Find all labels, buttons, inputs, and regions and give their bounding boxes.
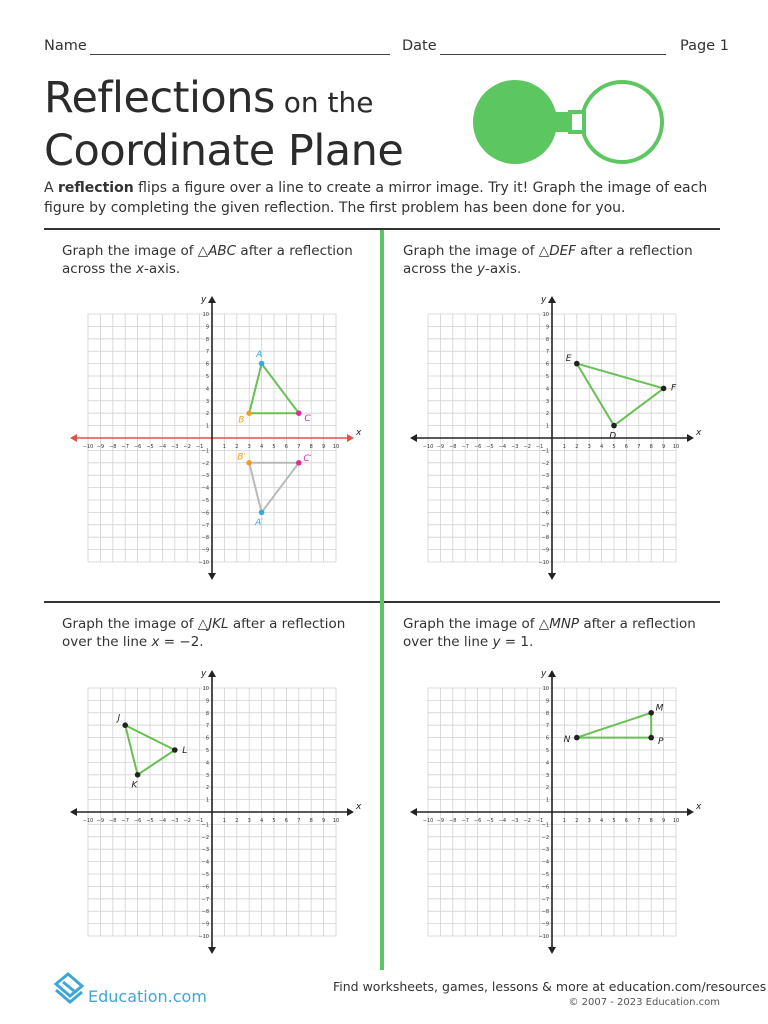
x-tick-label: 2 [575, 818, 579, 824]
x-tick-label: −6 [133, 818, 142, 824]
x-tick-label: −2 [523, 818, 531, 824]
figure-triangle [577, 364, 664, 426]
x-tick-label: 1 [562, 818, 566, 824]
y-axis-label: y [201, 295, 207, 305]
y-tick-label: 6 [205, 735, 209, 742]
vertex-label: B [238, 415, 245, 426]
x-tick-label: −5 [486, 818, 494, 824]
x-tick-label: 6 [624, 444, 628, 450]
x-tick-label: 8 [649, 818, 653, 824]
vertex-point [296, 410, 302, 416]
x-tick-label: 9 [322, 444, 326, 450]
y-tick-label: −6 [201, 884, 209, 891]
x-tick-label: 8 [309, 444, 313, 450]
graph-jkl[interactable] [60, 660, 370, 970]
y-axis-arrow-up [548, 670, 556, 677]
x-tick-label: −6 [133, 444, 142, 450]
x-tick-label: 2 [235, 818, 239, 824]
y-tick-label: 2 [545, 785, 549, 792]
x-tick-label: −10 [422, 818, 434, 824]
vertex-label: C′ [303, 453, 312, 464]
x-axis-arrow-right [687, 808, 694, 816]
y-tick-label: −4 [541, 485, 549, 492]
x-tick-label: 5 [272, 444, 276, 450]
x-tick-label: 4 [260, 444, 264, 450]
y-tick-label: −6 [541, 510, 549, 517]
y-tick-label: −1 [541, 822, 549, 829]
x-tick-label: 7 [297, 444, 301, 450]
title-line1-small: on the [274, 86, 374, 119]
x-tick-label: −2 [523, 444, 531, 450]
vertex-point [296, 460, 302, 466]
page-title [44, 74, 403, 178]
y-tick-label: −3 [541, 847, 549, 854]
header-fields [44, 38, 734, 60]
x-tick-label: 8 [649, 444, 653, 450]
name-field[interactable] [90, 54, 390, 55]
footer-copyright: © 2007 - 2023 Education.com [568, 997, 720, 1008]
y-tick-label: −9 [541, 921, 549, 928]
y-tick-label: −2 [201, 460, 209, 467]
x-tick-label: −8 [449, 818, 457, 824]
x-tick-label: −10 [82, 818, 94, 824]
y-axis-arrow-up [208, 670, 216, 677]
y-tick-label: 7 [205, 349, 209, 356]
x-tick-label: 7 [637, 444, 641, 450]
education-logo-icon [52, 970, 86, 1006]
y-axis-arrow-up [548, 296, 556, 303]
title-line2: Coordinate Plane [44, 126, 404, 176]
problem-4-prompt: Graph the image of △MNP after a reflection over the line y = 1. [403, 616, 696, 650]
x-axis-label: x [356, 802, 362, 812]
y-tick-label: −7 [201, 896, 209, 903]
x-tick-label: 5 [612, 444, 616, 450]
y-tick-label: −8 [201, 909, 209, 916]
y-tick-label: −7 [201, 522, 209, 529]
y-axis-label: y [541, 669, 547, 679]
y-tick-label: 3 [205, 398, 209, 405]
y-tick-label: −10 [198, 560, 209, 566]
y-tick-label: −2 [201, 834, 209, 841]
x-tick-label: 8 [309, 818, 313, 824]
x-tick-label: −5 [146, 818, 154, 824]
vertex-label: M [655, 703, 664, 714]
x-tick-label: 7 [297, 818, 301, 824]
y-axis-arrow-up [208, 296, 216, 303]
y-tick-label: 3 [205, 772, 209, 779]
y-tick-label: 7 [545, 723, 549, 730]
vertex-point [259, 361, 265, 367]
x-axis-arrow-right [347, 434, 354, 442]
y-tick-label: −3 [541, 473, 549, 480]
y-tick-label: −7 [541, 896, 549, 903]
graph-mnp[interactable] [400, 660, 710, 970]
y-tick-label: 6 [205, 361, 209, 368]
y-tick-label: −2 [541, 460, 549, 467]
y-tick-label: −5 [201, 872, 209, 878]
y-tick-label: 10 [202, 686, 209, 692]
y-tick-label: −1 [201, 822, 209, 829]
y-tick-label: −2 [541, 834, 549, 841]
vertex-point [122, 722, 128, 728]
y-tick-label: −5 [201, 498, 209, 504]
vertex-point [135, 772, 141, 778]
x-axis-arrow-right [687, 434, 694, 442]
x-tick-label: −8 [109, 444, 117, 450]
x-axis-arrow-left [410, 434, 417, 442]
vertex-label: C [304, 414, 311, 425]
vertex-label: A′ [255, 518, 264, 529]
y-tick-label: 9 [205, 698, 209, 705]
y-tick-label: −10 [538, 934, 549, 940]
y-tick-label: −10 [538, 560, 549, 566]
y-tick-label: −3 [201, 847, 209, 854]
y-tick-label: 7 [205, 723, 209, 730]
y-tick-label: 3 [545, 398, 549, 405]
x-tick-label: −1 [195, 818, 204, 824]
x-tick-label: 3 [247, 444, 251, 450]
vertex-point [574, 361, 580, 367]
x-tick-label: −4 [158, 818, 167, 824]
intro-pre: A [44, 180, 59, 196]
x-axis-arrow-left [410, 808, 417, 816]
y-tick-label: 6 [545, 361, 549, 368]
x-tick-label: −2 [183, 818, 191, 824]
y-tick-label: −5 [541, 498, 549, 504]
x-tick-label: −9 [96, 818, 105, 824]
y-tick-label: 10 [542, 686, 549, 692]
vertex-label: N [563, 735, 571, 746]
x-tick-label: 6 [284, 444, 288, 450]
y-tick-label: 4 [205, 760, 209, 767]
y-tick-label: 10 [542, 312, 549, 318]
x-axis-label: x [356, 428, 362, 438]
x-tick-label: −3 [171, 818, 179, 824]
y-tick-label: −4 [201, 485, 209, 492]
y-tick-label: 3 [545, 772, 549, 779]
x-tick-label: 6 [284, 818, 288, 824]
problem-3-prompt: Graph the image of △JKL after a reflection over the line x = −2. [62, 616, 346, 650]
y-tick-label: 2 [205, 411, 209, 418]
x-tick-label: 5 [612, 818, 616, 824]
x-tick-label: −8 [449, 444, 457, 450]
x-tick-label: 3 [587, 444, 591, 450]
y-tick-label: 5 [205, 748, 209, 754]
vertex-label: D [609, 431, 617, 442]
x-tick-label: −7 [461, 818, 469, 824]
y-tick-label: 4 [545, 386, 549, 393]
intro-post: flips a figure over a line to create a mirror image. Try it! Graph the image of each figure by completing the given reflection. The first problem has been done for you. [44, 180, 708, 216]
x-tick-label: 4 [600, 818, 604, 824]
vertex-label: K [131, 780, 138, 791]
y-tick-label: 8 [205, 336, 209, 343]
x-tick-label: −4 [158, 444, 167, 450]
graph-abc[interactable] [60, 286, 370, 596]
x-tick-label: 6 [624, 818, 628, 824]
y-tick-label: 1 [205, 423, 209, 430]
vertex-point [259, 510, 265, 516]
y-tick-label: −4 [541, 859, 549, 866]
date-label: Date [402, 38, 437, 54]
x-tick-label: −7 [121, 818, 129, 824]
vertex-label: F [670, 383, 677, 394]
y-axis-label: y [201, 669, 207, 679]
x-axis-arrow-right [347, 808, 354, 816]
y-tick-label: 9 [205, 324, 209, 331]
y-tick-label: 9 [545, 698, 549, 705]
y-tick-label: 4 [205, 386, 209, 393]
date-field[interactable] [440, 54, 666, 55]
footer-resources-text[interactable]: Find worksheets, games, lessons & more at education.com/resources [333, 979, 767, 994]
y-axis-arrow-down [548, 947, 556, 954]
vertex-point [611, 423, 617, 429]
x-tick-label: −4 [498, 818, 507, 824]
x-tick-label: −1 [195, 444, 204, 450]
vertex-point [648, 710, 654, 716]
vertex-label: L [182, 746, 188, 756]
title-line1-big: Reflections [44, 73, 275, 123]
y-tick-label: 2 [545, 411, 549, 418]
y-tick-label: 1 [545, 423, 549, 430]
x-tick-label: 4 [600, 444, 604, 450]
name-label: Name [44, 38, 87, 54]
x-tick-label: 3 [587, 818, 591, 824]
vertex-point [661, 386, 667, 392]
y-tick-label: 1 [205, 797, 209, 804]
x-tick-label: −9 [436, 444, 445, 450]
y-tick-label: 1 [545, 797, 549, 804]
vertex-point [246, 410, 252, 416]
y-tick-label: 5 [205, 374, 209, 380]
x-tick-label: −3 [511, 444, 519, 450]
x-tick-label: 10 [672, 444, 680, 450]
y-tick-label: −4 [201, 859, 209, 866]
x-tick-label: 4 [260, 818, 264, 824]
y-tick-label: −6 [541, 884, 549, 891]
y-axis-arrow-down [208, 947, 216, 954]
x-tick-label: −10 [82, 444, 94, 450]
y-tick-label: −9 [201, 921, 209, 928]
reflection-illustration-icon [470, 78, 680, 168]
x-tick-label: −9 [96, 444, 105, 450]
x-tick-label: 9 [662, 444, 666, 450]
x-tick-label: −6 [473, 444, 482, 450]
problem-2-prompt: Graph the image of △DEF after a reflection across the y-axis. [403, 243, 693, 277]
y-tick-label: 5 [545, 374, 549, 380]
x-tick-label: −3 [511, 818, 519, 824]
y-axis-arrow-down [548, 573, 556, 580]
vertex-label: J [117, 713, 121, 724]
vertex-label: B′ [237, 452, 246, 463]
x-tick-label: −1 [535, 818, 544, 824]
y-tick-label: 4 [545, 760, 549, 767]
x-tick-label: −6 [473, 818, 482, 824]
x-axis-label: x [696, 802, 702, 812]
x-axis-label: x [696, 428, 702, 438]
y-tick-label: −3 [201, 473, 209, 480]
divider-vertical [380, 230, 384, 970]
y-tick-label: 7 [545, 349, 549, 356]
x-tick-label: −1 [535, 444, 544, 450]
x-tick-label: 1 [222, 818, 226, 824]
y-tick-label: 6 [545, 735, 549, 742]
footer-brand[interactable]: Education.com [88, 987, 207, 1006]
y-tick-label: −9 [201, 547, 209, 554]
vertex-point [574, 735, 580, 741]
vertex-point [648, 735, 654, 741]
graph-def[interactable] [400, 286, 710, 596]
x-tick-label: 2 [575, 444, 579, 450]
y-tick-label: 8 [545, 336, 549, 343]
intro-bold-term: reflection [58, 180, 134, 196]
x-tick-label: −7 [461, 444, 469, 450]
y-tick-label: −5 [541, 872, 549, 878]
vertex-point [246, 460, 252, 466]
y-tick-label: 5 [545, 748, 549, 754]
page-label: Page 1 [680, 38, 729, 54]
y-tick-label: 10 [202, 312, 209, 318]
vertex-point [172, 747, 178, 753]
x-tick-label: −7 [121, 444, 129, 450]
intro-text [44, 178, 734, 218]
x-tick-label: −5 [146, 444, 154, 450]
problem-1-prompt: Graph the image of △ABC after a reflection across the x-axis. [62, 243, 353, 277]
y-tick-label: −8 [541, 535, 549, 542]
x-tick-label: 10 [332, 444, 340, 450]
x-tick-label: −8 [109, 818, 117, 824]
x-tick-label: 9 [322, 818, 326, 824]
vertex-label: A [256, 349, 263, 360]
x-tick-label: −4 [498, 444, 507, 450]
y-tick-label: −7 [541, 522, 549, 529]
y-tick-label: −8 [201, 535, 209, 542]
x-tick-label: 1 [222, 444, 226, 450]
x-tick-label: 5 [272, 818, 276, 824]
y-tick-label: −9 [541, 547, 549, 554]
x-tick-label: −10 [422, 444, 434, 450]
y-tick-label: 8 [545, 710, 549, 717]
x-tick-label: 7 [637, 818, 641, 824]
x-tick-label: 1 [562, 444, 566, 450]
x-tick-label: 10 [672, 818, 680, 824]
y-tick-label: −6 [201, 510, 209, 517]
x-tick-label: 3 [247, 818, 251, 824]
x-tick-label: 9 [662, 818, 666, 824]
x-tick-label: −9 [436, 818, 445, 824]
vertex-label: P [657, 736, 664, 747]
y-tick-label: −1 [201, 448, 209, 455]
y-axis-arrow-down [208, 573, 216, 580]
y-tick-label: 2 [205, 785, 209, 792]
y-axis-label: y [541, 295, 547, 305]
x-axis-arrow-left [70, 808, 77, 816]
vertex-label: E [565, 353, 572, 364]
y-tick-label: 9 [545, 324, 549, 331]
x-tick-label: −5 [486, 444, 494, 450]
x-tick-label: −3 [171, 444, 179, 450]
x-tick-label: −2 [183, 444, 191, 450]
x-tick-label: 10 [332, 818, 340, 824]
x-tick-label: 2 [235, 444, 239, 450]
y-tick-label: 8 [205, 710, 209, 717]
y-tick-label: −1 [541, 448, 549, 455]
x-axis-arrow-left [70, 434, 77, 442]
y-tick-label: −8 [541, 909, 549, 916]
y-tick-label: −10 [198, 934, 209, 940]
